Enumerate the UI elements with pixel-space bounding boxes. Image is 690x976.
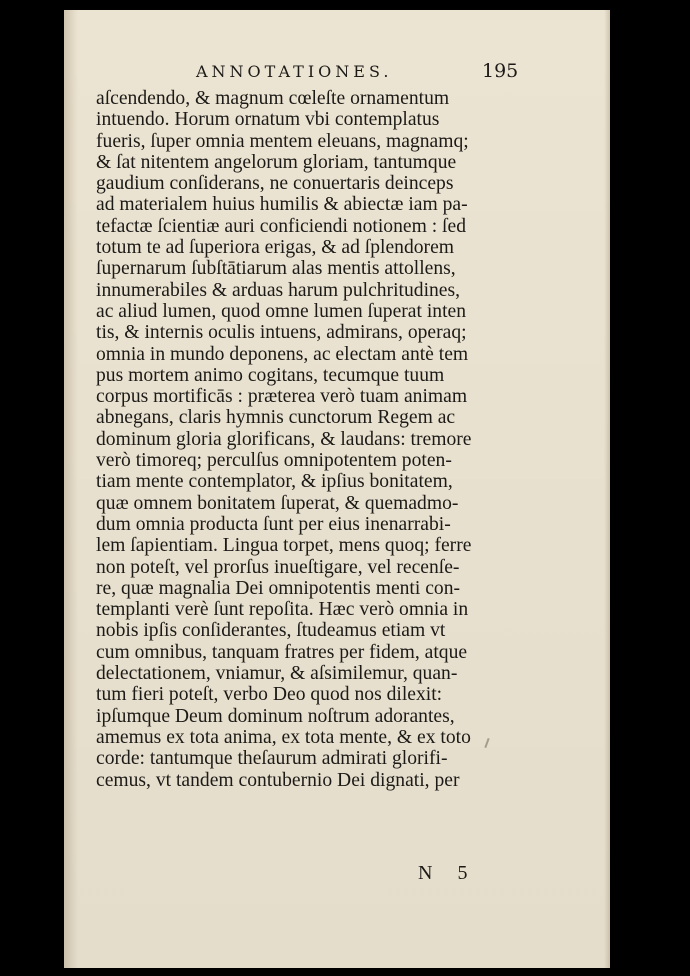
page-number: 195 <box>482 60 519 82</box>
text-line: dum omnia producta ſunt per eius inenarrabi- <box>96 513 451 535</box>
text-line: tiam mente contemplator, & ipſius bonitatem, <box>96 471 453 493</box>
text-line: corde: tantumque theſaurum admirati glorifi- <box>96 748 448 770</box>
text-line: lem ſapientiam. Lingua torpet, mens quoq; ferre <box>96 535 472 557</box>
text-line: cum omnibus, tanquam fratres per fidem, atque <box>96 641 468 663</box>
text-line: nobis ipſis conſiderantes, ſtudeamus etiam vt <box>96 620 446 642</box>
text-line: totum te ad ſuperiora erigas, & ad ſplendorem <box>96 237 455 259</box>
signature-mark: N 5 <box>418 862 478 884</box>
body-text <box>96 88 536 791</box>
running-head: ANNOTATIONES. <box>196 62 393 81</box>
text-line: gaudium conſiderans, ne conuertaris deinceps <box>96 173 454 195</box>
text-line: intuendo. Horum ornatum vbi contemplatus <box>96 109 440 131</box>
text-line: abnegans, claris hymnis cunctorum Regem ac <box>96 407 456 429</box>
text-line: pus mortem animo cogitans, tecumque tuum <box>96 364 445 386</box>
text-line: verò timoreq; perculſus omnipotentem poten- <box>96 450 452 472</box>
text-line: quæ omnem bonitatem ſuperat, & quemadmo- <box>96 492 459 514</box>
text-line: tefactæ ſcientiæ auri conficiendi notionem : ſed <box>96 215 466 237</box>
text-line: omnia in mundo deponens, ac electam antè tem <box>96 343 469 365</box>
book-page <box>64 10 610 968</box>
text-line: & ſat nitentem angelorum gloriam, tantumque <box>96 151 457 173</box>
text-line: re, quæ magnalia Dei omnipotentis menti con- <box>96 577 461 599</box>
text-line: tum fieri poteſt, verbo Deo quod nos dilexit: <box>96 684 443 706</box>
text-line: delectationem, vniamur, & aſsimilemur, quan- <box>96 663 458 685</box>
text-line: fueris, ſuper omnia mentem eleuans, magnamq; <box>96 130 469 152</box>
text-line: innumerabiles & arduas harum pulchritudines, <box>96 279 461 301</box>
text-line: ipſumque Deum dominum noſtrum adorantes, <box>96 705 455 727</box>
text-line: cemus, vt tandem contubernio Dei dignati, per <box>96 769 460 791</box>
text-line: amemus ex tota anima, ex tota mente, & ex toto <box>96 726 471 748</box>
text-line: ſupernarum ſubſtātiarum alas mentis attollens, <box>96 258 456 280</box>
text-line: aſcendendo, & magnum cœleſte ornamentum <box>96 88 450 109</box>
text-line: ad materialem huius humilis & abiectæ iam pa- <box>96 194 468 216</box>
text-line: tis, & internis oculis intuens, admirans, operaq; <box>96 322 467 344</box>
text-line: dominum gloria glorificans, & laudans: tremore <box>96 428 472 450</box>
text-line: corpus mortificās : præterea verò tuam animam <box>96 386 468 408</box>
text-line: ac aliud lumen, quod omne lumen ſuperat inten <box>96 300 467 322</box>
text-line: non poteſt, vel prorſus inueſtigare, vel recenſe- <box>96 556 460 578</box>
text-line: templanti verè ſunt repoſita. Hæc verò omnia in <box>96 599 469 621</box>
